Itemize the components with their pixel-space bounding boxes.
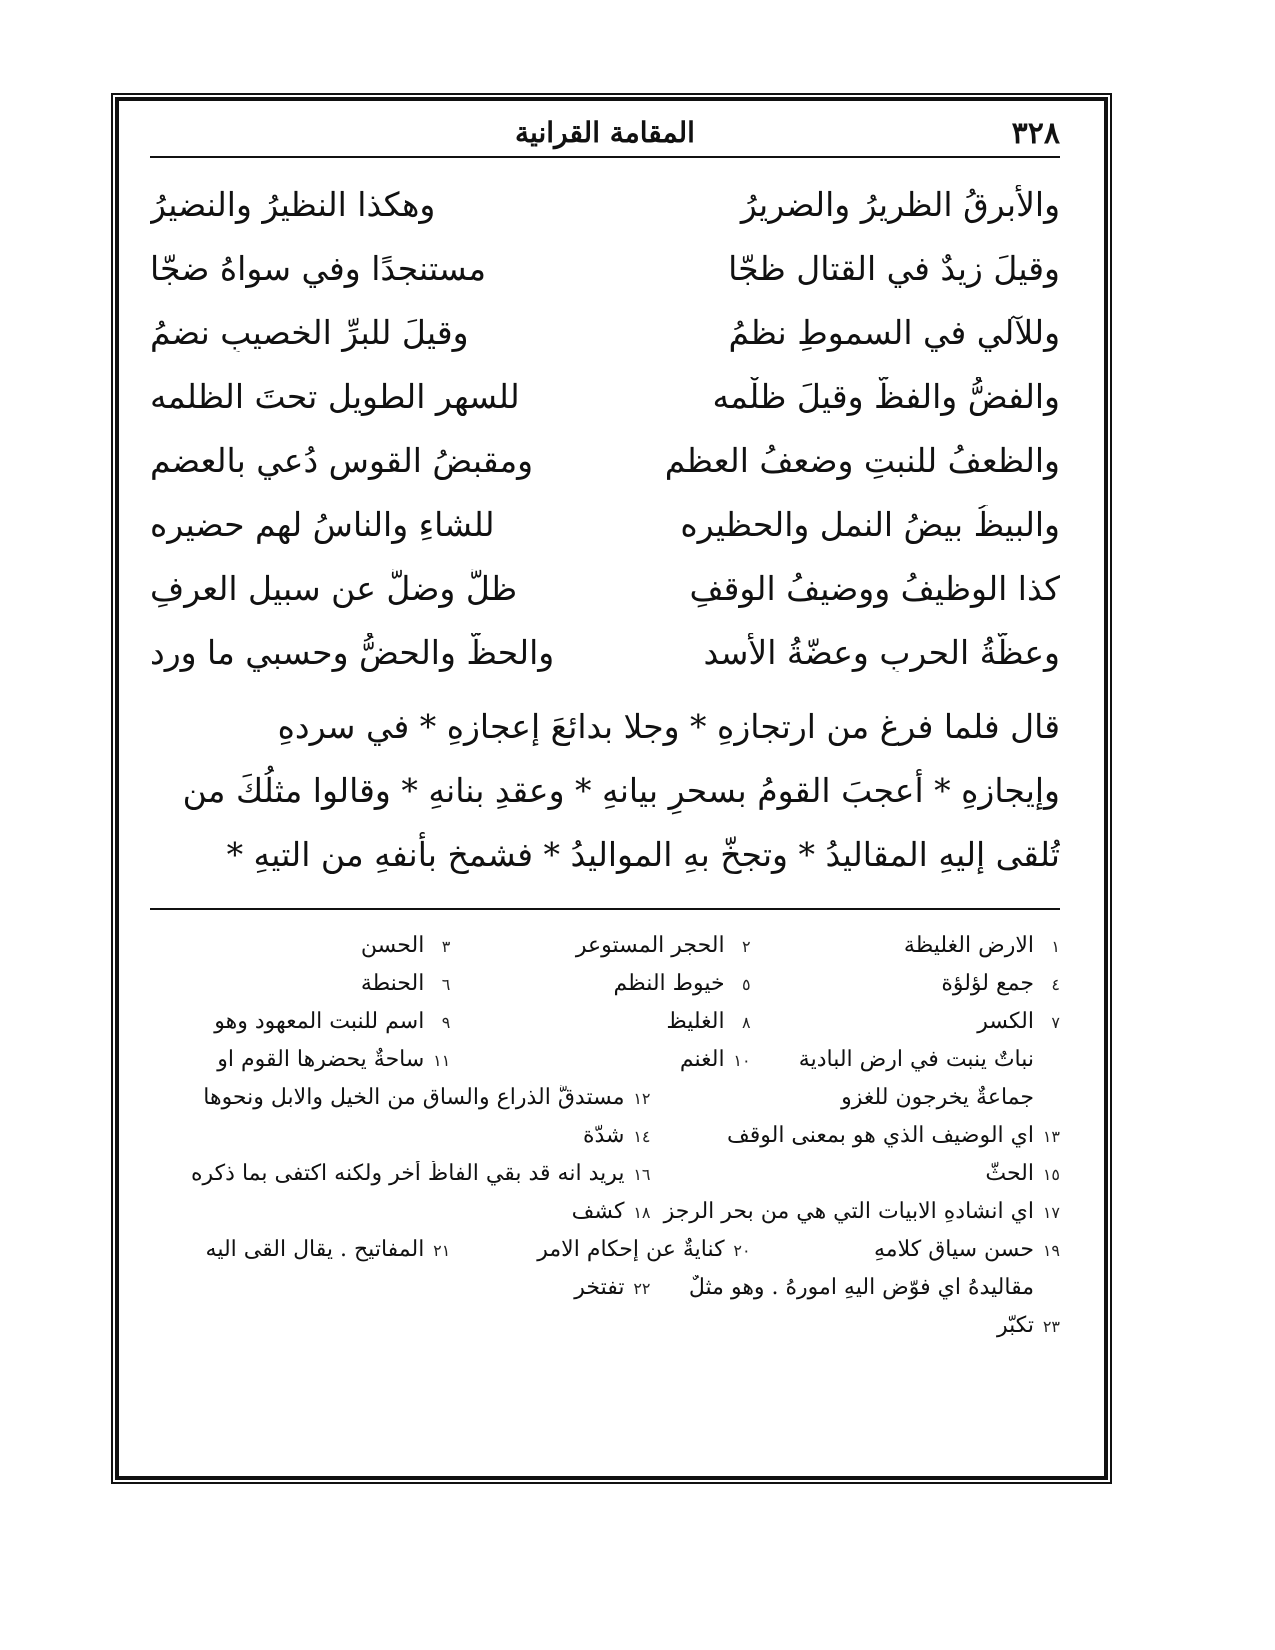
footnote-row [150, 1268, 1060, 1306]
footnote-number: ١٢ [633, 1088, 651, 1108]
second-hemistich: وقيلَ للبرِّ الخصيبِ نضمُ [150, 312, 469, 352]
footnote-number: ٩ [441, 1012, 451, 1032]
first-hemistich: والأبرقُ الظريرُ والضريرُ [740, 184, 1060, 224]
footnote-number: ٢١ [433, 1240, 451, 1260]
verse-line [150, 620, 1060, 684]
footnote [450, 933, 750, 958]
footnote [150, 1009, 450, 1034]
footnote [651, 1275, 1061, 1300]
footnote-number: ١٤ [633, 1126, 651, 1146]
footnote [751, 1009, 1060, 1034]
footnote [450, 1009, 750, 1034]
footnote-text: اي الوضيف الذي هو بمعنى الوقف [726, 1122, 1034, 1148]
footnote-text: الارض الغليظة [903, 932, 1034, 958]
footnote [150, 1123, 651, 1148]
footnote-text: الحسن [360, 932, 425, 958]
footnote-text: تكبّر [996, 1312, 1034, 1338]
footnote-row [150, 1002, 1060, 1040]
footnote [150, 1047, 450, 1072]
footnote-number: ٢٢ [633, 1278, 651, 1298]
first-hemistich: وللآلي في السموطِ نظمُ [728, 312, 1060, 352]
first-hemistich: وقيلَ زيدٌ في القتالِ ظجّا [728, 248, 1060, 288]
page-header [150, 108, 1060, 158]
first-hemistich: كذا الوظيفُ ووضيفُ الوقفِ [689, 568, 1060, 608]
footnote-text: مستدقُّ الذراع والساق من الخيل والابل ونحوها [203, 1084, 625, 1110]
footnote-number: ١ [1051, 936, 1060, 956]
prose-line: وإيجازهِ * أعجبَ القومُ بسحرِ بيانهِ * وعقدِ بنانهِ * وقالوا مثلُكَ من [182, 770, 1060, 810]
footnote-row [150, 1078, 1060, 1116]
second-hemistich: وهكذا النظيرُ والنضيرُ [150, 184, 436, 224]
footnote-text: الغنم [679, 1046, 725, 1072]
footnote-text: الحجر المستوعر [575, 932, 725, 958]
page-number: ٣٢٨ [1011, 116, 1060, 151]
footnote-number: ٢٣ [1042, 1316, 1060, 1336]
footnote-text: اسم للنبت المعهود وهو [214, 1008, 425, 1034]
footnote-text: كشف [571, 1198, 625, 1224]
footnote-separator [150, 908, 1060, 910]
footnote [150, 1199, 651, 1224]
footnote-row [150, 1230, 1060, 1268]
verse-line [150, 492, 1060, 556]
footnote-text: الكسر [977, 1008, 1034, 1034]
footnotes [150, 926, 1060, 1344]
footnote-number: ٦ [441, 974, 451, 994]
prose-line: تُلقى إليهِ المقاليدُ * وتجخّ بهِ المواليدُ * فشمخ بأنفهِ من التيهِ * [226, 834, 1060, 874]
footnote [751, 1047, 1060, 1072]
footnote-number: ١٨ [633, 1202, 651, 1222]
footnote [150, 1161, 651, 1186]
footnote [751, 933, 1060, 958]
footnote [651, 1123, 1061, 1148]
footnote [150, 971, 450, 996]
first-hemistich: والفضُّ والفظُّ وقيلَ ظلْمه [712, 376, 1060, 416]
footnote-number: ١٦ [633, 1164, 651, 1184]
first-hemistich: والظعفُ للنبتِ وضعفُ العظمِ [664, 440, 1060, 480]
book-page [150, 108, 1060, 1344]
footnote-row [150, 1192, 1060, 1230]
poem-verses [150, 172, 1060, 684]
footnote-number: ١٣ [1042, 1126, 1060, 1146]
footnote [150, 1237, 450, 1262]
footnote [450, 971, 750, 996]
second-hemistich: ظلَّ وضلَّ عن سبيلِ العرفِ [150, 568, 518, 608]
footnote-row [150, 1154, 1060, 1192]
footnote-text: الحثّ [985, 1160, 1034, 1186]
footnote-number: ٣ [441, 936, 451, 956]
footnote-number: ٢٠ [733, 1240, 751, 1260]
footnote-text: جماعةٌ يخرجون للغزو [841, 1084, 1034, 1110]
verse-line [150, 300, 1060, 364]
footnote-number: ١٠ [733, 1050, 751, 1070]
footnote-text: المفاتيح . يقال القى اليه [205, 1236, 425, 1262]
footnote-text: جمع لؤلؤة [941, 970, 1034, 996]
footnote-number: ٧ [1051, 1012, 1060, 1032]
second-hemistich: مستنجدًا وفي سواهُ ضجّا [150, 248, 487, 288]
footnote [651, 1161, 1061, 1186]
footnote [751, 1237, 1060, 1262]
second-hemistich: والحظُّ والحضُّ وحسبي ما ورد [150, 632, 555, 672]
footnote-text: الحنطة [360, 970, 425, 996]
footnote-number: ٢ [742, 936, 751, 956]
footnote-text: حسن سياق كلامهِ [874, 1236, 1034, 1262]
footnote [450, 1047, 750, 1072]
first-hemistich: وعظّةُ الحربِ وعضّةُ الأسد [703, 632, 1060, 672]
footnote-text: كنايةٌ عن إحكام الامر [537, 1236, 725, 1262]
second-hemistich: للسهرِ الطويلِ تحتَ الظلمه [150, 376, 520, 416]
footnote [150, 1313, 1060, 1338]
footnote-number: ٨ [742, 1012, 751, 1032]
footnote-number: ١٩ [1042, 1240, 1060, 1260]
footnote [651, 1085, 1061, 1110]
footnote-text: يريد انه قد بقي الفاظٌ أخر ولكنه اكتفى بما ذكره [191, 1160, 625, 1186]
footnote-text: خيوط النظم [613, 970, 725, 996]
footnote [150, 1275, 651, 1300]
footnote-text: اي انشادهِ الابيات التي هي من بحر الرجز [663, 1198, 1034, 1224]
footnote-number: ١٥ [1042, 1164, 1060, 1184]
footnote-row [150, 1116, 1060, 1154]
footnote-text: تفتخر [574, 1274, 625, 1300]
second-hemistich: للشاءِ والناسُ لهم حضيره [150, 504, 495, 544]
footnote-number: ١٧ [1042, 1202, 1060, 1222]
footnote [751, 971, 1060, 996]
first-hemistich: والبيظُ بيضُ النملِ والحظيره [680, 504, 1060, 544]
footnote [450, 1237, 750, 1262]
footnote [651, 1199, 1061, 1224]
footnote [150, 1085, 651, 1110]
footnote-text: شدّة [582, 1122, 625, 1148]
verse-line [150, 556, 1060, 620]
second-hemistich: ومقبضُ القوسِ دُعي بالعضمِ [150, 440, 534, 480]
verse-line [150, 172, 1060, 236]
running-title: المقامة القرانية [515, 116, 695, 149]
footnote-number: ٥ [742, 974, 751, 994]
footnote-number: ٤ [1051, 974, 1060, 994]
prose-line: قال فلما فرغ من ارتجازهِ * وجلا بدائعَ إعجازهِ * في سردهِ [277, 706, 1060, 746]
footnote-row [150, 1040, 1060, 1078]
verse-line [150, 364, 1060, 428]
verse-line [150, 428, 1060, 492]
footnote-text: مقاليدهُ اي فوّض اليهِ امورهُ . وهو مثلٌ [688, 1274, 1034, 1300]
verse-line [150, 236, 1060, 300]
prose-paragraph [150, 694, 1060, 886]
footnote-text: نباتٌ ينبت في ارض البادية [798, 1046, 1034, 1072]
footnote-row [150, 964, 1060, 1002]
footnote [150, 933, 450, 958]
footnote-number: ١١ [433, 1050, 451, 1070]
footnote-text: الغليظ [666, 1008, 725, 1034]
footnote-row [150, 1306, 1060, 1344]
footnote-row [150, 926, 1060, 964]
footnote-text: ساحةٌ يحضرها القوم او [217, 1046, 425, 1072]
